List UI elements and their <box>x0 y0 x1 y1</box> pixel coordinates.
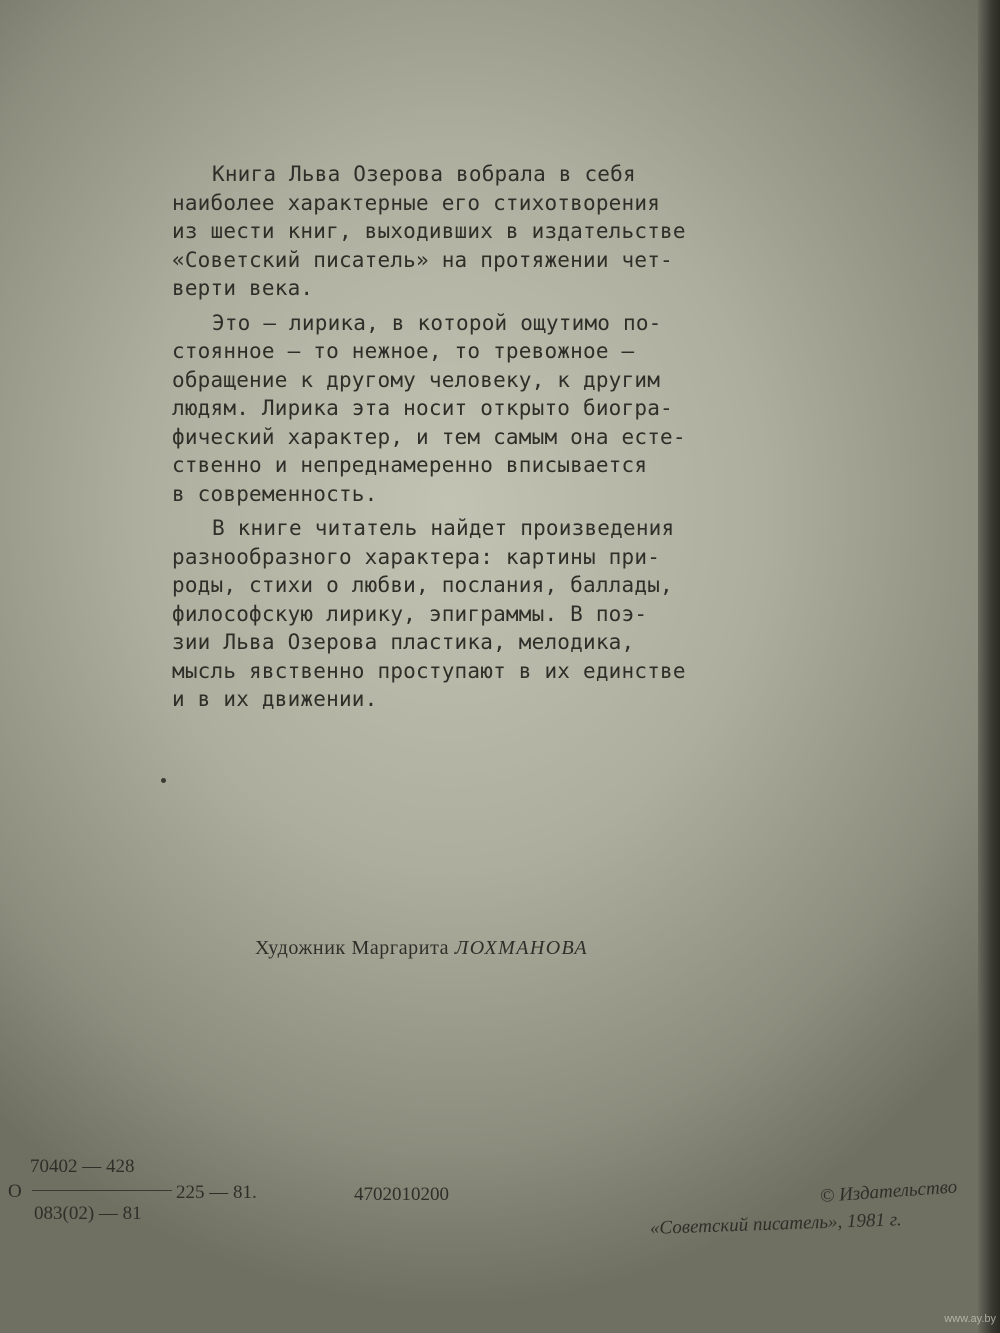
book-page-edge <box>978 0 1000 1333</box>
copyright-name-year-line: «Советский писатель», 1981 г. <box>649 1209 902 1239</box>
classification-code-prefix: О <box>8 1181 22 1202</box>
artist-name: ЛОХМАНОВА <box>454 937 589 959</box>
classification-code-numerator: 70402 — 428 <box>30 1156 135 1177</box>
annotation-text <box>172 160 810 720</box>
artist-credit <box>255 937 588 960</box>
artist-credit-label: Художник Маргарита <box>255 937 450 959</box>
print-dot-mark <box>161 778 166 783</box>
publication-code-number: 4702010200 <box>354 1184 449 1205</box>
copyright-publisher-line: © Издательство <box>819 1176 958 1207</box>
classification-code-denominator: 083(02) — 81 <box>34 1203 142 1224</box>
annotation-paragraph-2: Это — лирика, в которой ощутимо по- стоянное — то нежное, то тревожное — обращение к другому человеку, к другим людям. Лирика эта носит открыто биогра- фический характер, и тем самым она есте- ственно и непреднамеренно вписывается в современность. <box>172 310 686 506</box>
classification-code-suffix: 225 — 81. <box>176 1182 257 1203</box>
annotation-paragraph-3: В книге читатель найдет произведения разнообразного характера: картины при- роды, стихи о любви, послания, баллады, философскую лирику, эпиграммы. В поэ- зии Льва Озерова пластика, мелодика, мысль явственно проступают в их единстве и в их движении. <box>172 516 686 711</box>
site-watermark: www.ay.by <box>944 1313 996 1325</box>
annotation-paragraph-1: Книга Льва Озерова вобрала в себя наиболее характерные его стихотворения из шести книг, выходивших в издательстве «Советский писатель» на протяжении чет- верти века. <box>172 162 686 300</box>
classification-fraction-line <box>32 1190 172 1191</box>
